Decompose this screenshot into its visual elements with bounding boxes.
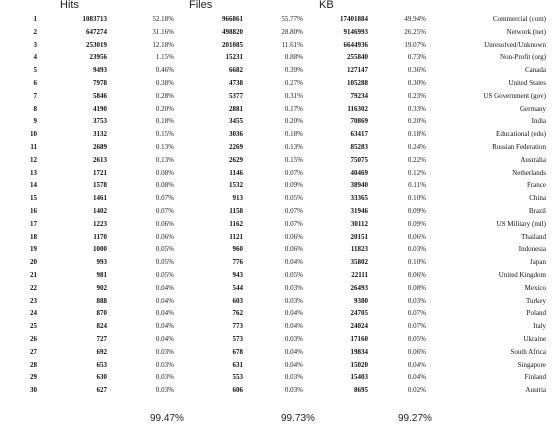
hits-percent: 31.16% [152, 27, 174, 36]
row-rank: 22 [30, 283, 37, 292]
kb-value: 105288 [347, 78, 368, 87]
hits-percent: 0.04% [155, 283, 174, 292]
table-row [0, 77, 546, 90]
hits-percent: 0.03% [155, 386, 174, 395]
country-stats-table [0, 13, 546, 397]
table-row [0, 192, 546, 205]
table-row [0, 333, 546, 346]
kb-value: 63417 [350, 130, 368, 139]
kb-percent: 49.94% [404, 15, 426, 23]
kb-column-header: KB [319, 0, 334, 11]
kb-percent: 0.04% [407, 373, 426, 382]
files-value: 966861 [222, 15, 243, 23]
files-percent: 28.80% [281, 27, 303, 36]
country-name: Indonesia [518, 245, 546, 254]
country-name: India [531, 117, 546, 126]
files-percent: 0.88% [284, 53, 303, 62]
country-name: Finland [524, 373, 546, 382]
row-rank: 23 [30, 296, 37, 305]
column-header-bar [0, 0, 553, 13]
hits-percent: 12.18% [152, 40, 174, 49]
files-percent: 0.04% [284, 360, 303, 369]
country-name: Poland [526, 309, 546, 318]
country-name: Brazil [528, 206, 546, 215]
country-name: US Military (mil) [496, 219, 546, 228]
hits-value: 2689 [93, 142, 107, 151]
row-rank: 11 [30, 142, 37, 151]
kb-percent: 0.33% [407, 104, 426, 113]
files-value: 606 [232, 386, 243, 395]
hits-value: 888 [96, 296, 107, 305]
row-rank: 27 [30, 347, 37, 356]
kb-value: 20151 [350, 232, 368, 241]
kb-percent: 0.22% [407, 155, 426, 164]
kb-percent: 0.09% [407, 206, 426, 215]
country-name: Netherlands [512, 168, 546, 177]
files-value: 15231 [225, 53, 243, 62]
row-rank: 3 [33, 40, 37, 49]
kb-percent: 0.06% [407, 270, 426, 279]
country-name: Australia [520, 155, 546, 164]
country-name: Singapore [517, 360, 546, 369]
table-row [0, 141, 546, 154]
country-name: United Kingdom [498, 270, 546, 279]
files-percent: 0.06% [284, 232, 303, 241]
files-value: 3036 [229, 130, 243, 139]
kb-percent: 0.08% [407, 283, 426, 292]
table-row [0, 167, 546, 180]
files-percent: 0.07% [284, 219, 303, 228]
hits-percent: 52.18% [152, 15, 174, 23]
files-percent: 0.13% [284, 142, 303, 151]
country-name: Italy [533, 322, 546, 331]
hits-percent: 0.18% [155, 117, 174, 126]
kb-percent: 0.07% [407, 322, 426, 331]
row-rank: 8 [33, 104, 37, 113]
kb-value: 79234 [350, 91, 368, 100]
hits-percent: 0.08% [155, 168, 174, 177]
files-value: 1158 [229, 206, 243, 215]
row-rank: 14 [30, 181, 37, 190]
files-value: 553 [232, 373, 243, 382]
kb-value: 22111 [351, 270, 368, 279]
table-row [0, 359, 546, 372]
row-rank: 17 [30, 219, 37, 228]
country-name: Educational (edu) [496, 130, 546, 139]
files-percent: 0.04% [284, 258, 303, 267]
totals-row [0, 413, 553, 427]
kb-percent: 0.18% [407, 130, 426, 139]
kb-value: 85283 [350, 142, 368, 151]
kb-percent: 19.07% [404, 40, 426, 49]
files-percent: 0.09% [284, 181, 303, 190]
table-row [0, 64, 546, 77]
files-value: 960 [232, 245, 243, 254]
country-name: Japan [530, 258, 546, 267]
files-percent: 0.04% [284, 309, 303, 318]
files-value: 943 [232, 270, 243, 279]
hits-percent: 0.06% [155, 232, 174, 241]
files-value: 762 [232, 309, 243, 318]
hits-value: 981 [96, 270, 107, 279]
files-value: 776 [232, 258, 243, 267]
hits-value: 902 [96, 283, 107, 292]
hits-percent: 0.13% [155, 155, 174, 164]
files-percent: 0.31% [284, 91, 303, 100]
table-row [0, 205, 546, 218]
hits-percent: 0.28% [155, 91, 174, 100]
files-percent: 0.03% [284, 373, 303, 382]
country-name: Ukraine [523, 334, 546, 343]
country-name: Canada [525, 66, 546, 75]
country-name: Russian Federation [492, 142, 546, 151]
hits-value: 870 [96, 309, 107, 318]
files-percent: 0.39% [284, 66, 303, 75]
hits-percent: 0.05% [155, 258, 174, 267]
row-rank: 28 [30, 360, 37, 369]
kb-value: 255840 [347, 53, 368, 62]
hits-value: 1000 [93, 245, 107, 254]
row-rank: 9 [33, 117, 37, 126]
files-percent: 0.27% [284, 78, 303, 87]
hits-value: 3132 [93, 130, 107, 139]
files-column-header: Files [189, 0, 213, 11]
kb-value: 15403 [350, 373, 368, 382]
row-rank: 19 [30, 245, 37, 254]
table-row [0, 282, 546, 295]
kb-value: 19834 [350, 347, 368, 356]
kb-percent: 0.07% [407, 309, 426, 318]
hits-percent: 0.04% [155, 334, 174, 343]
kb-percent: 0.20% [407, 117, 426, 126]
files-percent: 0.03% [284, 386, 303, 395]
kb-value: 127147 [347, 66, 368, 75]
row-rank: 1 [33, 15, 37, 23]
files-percent: 0.03% [284, 283, 303, 292]
row-rank: 15 [30, 194, 37, 203]
files-percent: 11.61% [281, 40, 303, 49]
files-value: 498820 [222, 27, 243, 36]
hits-value: 1402 [93, 206, 107, 215]
hits-percent: 0.20% [155, 104, 174, 113]
files-value: 2629 [229, 155, 243, 164]
kb-value: 15020 [350, 360, 368, 369]
country-name: China [529, 194, 546, 203]
files-value: 1162 [229, 219, 243, 228]
row-rank: 24 [30, 309, 37, 318]
hits-percent: 0.04% [155, 322, 174, 331]
files-value: 3455 [229, 117, 243, 126]
kb-percent: 0.04% [407, 360, 426, 369]
kb-percent: 0.11% [408, 181, 426, 190]
kb-percent: 26.25% [404, 27, 426, 36]
kb-percent: 0.02% [407, 386, 426, 395]
row-rank: 16 [30, 206, 37, 215]
files-value: 2881 [229, 104, 243, 113]
kb-value: 40469 [350, 168, 368, 177]
files-percent: 0.18% [284, 130, 303, 139]
country-name: Germany [519, 104, 546, 113]
row-rank: 5 [33, 66, 37, 75]
table-row [0, 371, 546, 384]
kb-value: 17401884 [340, 15, 368, 23]
hits-percent: 0.13% [155, 142, 174, 151]
hits-value: 23956 [89, 53, 107, 62]
kb-percent: 0.03% [407, 245, 426, 254]
hits-value: 1170 [93, 232, 107, 241]
row-rank: 10 [30, 130, 37, 139]
hits-value: 4190 [93, 104, 107, 113]
table-row [0, 295, 546, 308]
kb-value: 24024 [350, 322, 368, 331]
hits-value: 824 [96, 322, 107, 331]
files-value: 1146 [229, 168, 243, 177]
files-total-percent: 99.73% [281, 413, 315, 424]
files-value: 678 [232, 347, 243, 356]
country-name: Network (net) [506, 27, 546, 36]
hits-percent: 0.38% [155, 78, 174, 87]
kb-value: 17160 [350, 334, 368, 343]
hits-value: 7978 [93, 78, 107, 87]
table-row [0, 128, 546, 141]
files-percent: 0.17% [284, 104, 303, 113]
kb-value: 38940 [350, 181, 368, 190]
country-name: Turkey [526, 296, 546, 305]
table-row [0, 243, 546, 256]
row-rank: 2 [33, 27, 37, 36]
hits-value: 727 [96, 334, 107, 343]
files-value: 603 [232, 296, 243, 305]
files-percent: 0.03% [284, 296, 303, 305]
kb-percent: 0.06% [407, 232, 426, 241]
files-value: 5377 [229, 91, 243, 100]
kb-percent: 0.09% [407, 219, 426, 228]
files-percent: 0.05% [284, 270, 303, 279]
kb-percent: 0.03% [407, 296, 426, 305]
country-name: Commercial (com) [492, 15, 546, 23]
hits-value: 647274 [86, 27, 107, 36]
kb-total-percent: 99.27% [398, 413, 432, 424]
table-row [0, 154, 546, 167]
kb-value: 26493 [350, 283, 368, 292]
table-row [0, 13, 546, 26]
files-value: 1121 [229, 232, 243, 241]
files-percent: 0.04% [284, 347, 303, 356]
kb-value: 33365 [350, 194, 368, 203]
hits-value: 993 [96, 258, 107, 267]
hits-value: 1223 [93, 219, 107, 228]
row-rank: 26 [30, 334, 37, 343]
kb-value: 70869 [350, 117, 368, 126]
kb-value: 24705 [350, 309, 368, 318]
row-rank: 6 [33, 78, 37, 87]
hits-value: 1578 [93, 181, 107, 190]
country-name: US Government (gov) [483, 91, 546, 100]
kb-value: 75075 [350, 155, 368, 164]
kb-value: 11823 [350, 245, 368, 254]
country-name: Mexico [524, 283, 546, 292]
files-percent: 0.20% [284, 117, 303, 126]
row-rank: 12 [30, 155, 37, 164]
hits-total-percent: 99.47% [150, 413, 184, 424]
files-value: 6682 [229, 66, 243, 75]
table-row [0, 320, 546, 333]
kb-value: 30112 [350, 219, 368, 228]
hits-percent: 0.04% [155, 296, 174, 305]
kb-percent: 0.24% [407, 142, 426, 151]
kb-value: 116302 [347, 104, 368, 113]
row-rank: 18 [30, 232, 37, 241]
country-name: United States [508, 78, 546, 87]
hits-percent: 0.05% [155, 245, 174, 254]
hits-value: 3753 [93, 117, 107, 126]
hits-percent: 1.15% [155, 53, 174, 62]
files-percent: 0.07% [284, 206, 303, 215]
hits-value: 5846 [93, 91, 107, 100]
files-value: 913 [232, 194, 243, 203]
hits-value: 2613 [93, 155, 107, 164]
table-row [0, 256, 546, 269]
kb-value: 8695 [354, 386, 368, 395]
kb-percent: 0.10% [407, 194, 426, 203]
table-row [0, 384, 546, 397]
kb-percent: 0.73% [407, 53, 426, 62]
country-name: Unresolved/Unknown [484, 40, 546, 49]
row-rank: 20 [30, 258, 37, 267]
hits-percent: 0.03% [155, 373, 174, 382]
row-rank: 4 [33, 53, 37, 62]
kb-percent: 0.23% [407, 91, 426, 100]
table-row [0, 346, 546, 359]
table-row [0, 39, 546, 52]
table-body [0, 13, 546, 397]
table-row [0, 218, 546, 231]
hits-value: 253019 [86, 40, 107, 49]
kb-value: 9146993 [343, 27, 368, 36]
kb-percent: 0.12% [407, 168, 426, 177]
hits-value: 1083713 [82, 15, 107, 23]
hits-percent: 0.03% [155, 347, 174, 356]
row-rank: 7 [33, 91, 37, 100]
kb-value: 6644936 [343, 40, 368, 49]
hits-percent: 0.08% [155, 181, 174, 190]
files-value: 773 [232, 322, 243, 331]
hits-value: 9493 [93, 66, 107, 75]
table-row [0, 51, 546, 64]
files-value: 201085 [222, 40, 243, 49]
files-percent: 0.06% [284, 245, 303, 254]
kb-value: 9380 [354, 296, 368, 305]
table-row [0, 269, 546, 282]
row-rank: 21 [30, 270, 37, 279]
table-row [0, 26, 546, 39]
hits-percent: 0.06% [155, 219, 174, 228]
row-rank: 29 [30, 373, 37, 382]
files-value: 4738 [229, 78, 243, 87]
files-percent: 0.03% [284, 334, 303, 343]
kb-percent: 0.30% [407, 78, 426, 87]
country-name: Austria [525, 386, 546, 395]
files-value: 544 [232, 283, 243, 292]
table-row [0, 307, 546, 320]
table-row [0, 231, 546, 244]
kb-percent: 0.36% [407, 66, 426, 75]
files-percent: 0.05% [284, 194, 303, 203]
files-value: 2269 [229, 142, 243, 151]
files-percent: 55.77% [281, 15, 303, 23]
table-row [0, 90, 546, 103]
hits-percent: 0.04% [155, 309, 174, 318]
hits-percent: 0.15% [155, 130, 174, 139]
files-value: 1532 [229, 181, 243, 190]
hits-column-header: Hits [60, 0, 79, 11]
hits-value: 630 [96, 373, 107, 382]
hits-percent: 0.03% [155, 360, 174, 369]
files-value: 631 [232, 360, 243, 369]
kb-percent: 0.05% [407, 334, 426, 343]
country-name: Non-Profit (org) [500, 53, 546, 62]
country-name: France [526, 181, 546, 190]
hits-percent: 0.07% [155, 194, 174, 203]
kb-percent: 0.06% [407, 347, 426, 356]
table-row [0, 103, 546, 116]
files-percent: 0.07% [284, 168, 303, 177]
row-rank: 25 [30, 322, 37, 331]
row-rank: 13 [30, 168, 37, 177]
country-name: Thailand [521, 232, 546, 241]
files-value: 573 [232, 334, 243, 343]
hits-value: 653 [96, 360, 107, 369]
hits-percent: 0.05% [155, 270, 174, 279]
kb-value: 31946 [350, 206, 368, 215]
hits-value: 1461 [93, 194, 107, 203]
kb-value: 35802 [350, 258, 368, 267]
files-percent: 0.15% [284, 155, 303, 164]
row-rank: 30 [30, 386, 37, 395]
hits-value: 627 [96, 386, 107, 395]
kb-percent: 0.10% [407, 258, 426, 267]
hits-value: 1721 [93, 168, 107, 177]
hits-percent: 0.46% [155, 66, 174, 75]
files-percent: 0.04% [284, 322, 303, 331]
hits-percent: 0.07% [155, 206, 174, 215]
table-row [0, 115, 546, 128]
table-row [0, 179, 546, 192]
hits-value: 692 [96, 347, 107, 356]
country-name: South Africa [510, 347, 546, 356]
